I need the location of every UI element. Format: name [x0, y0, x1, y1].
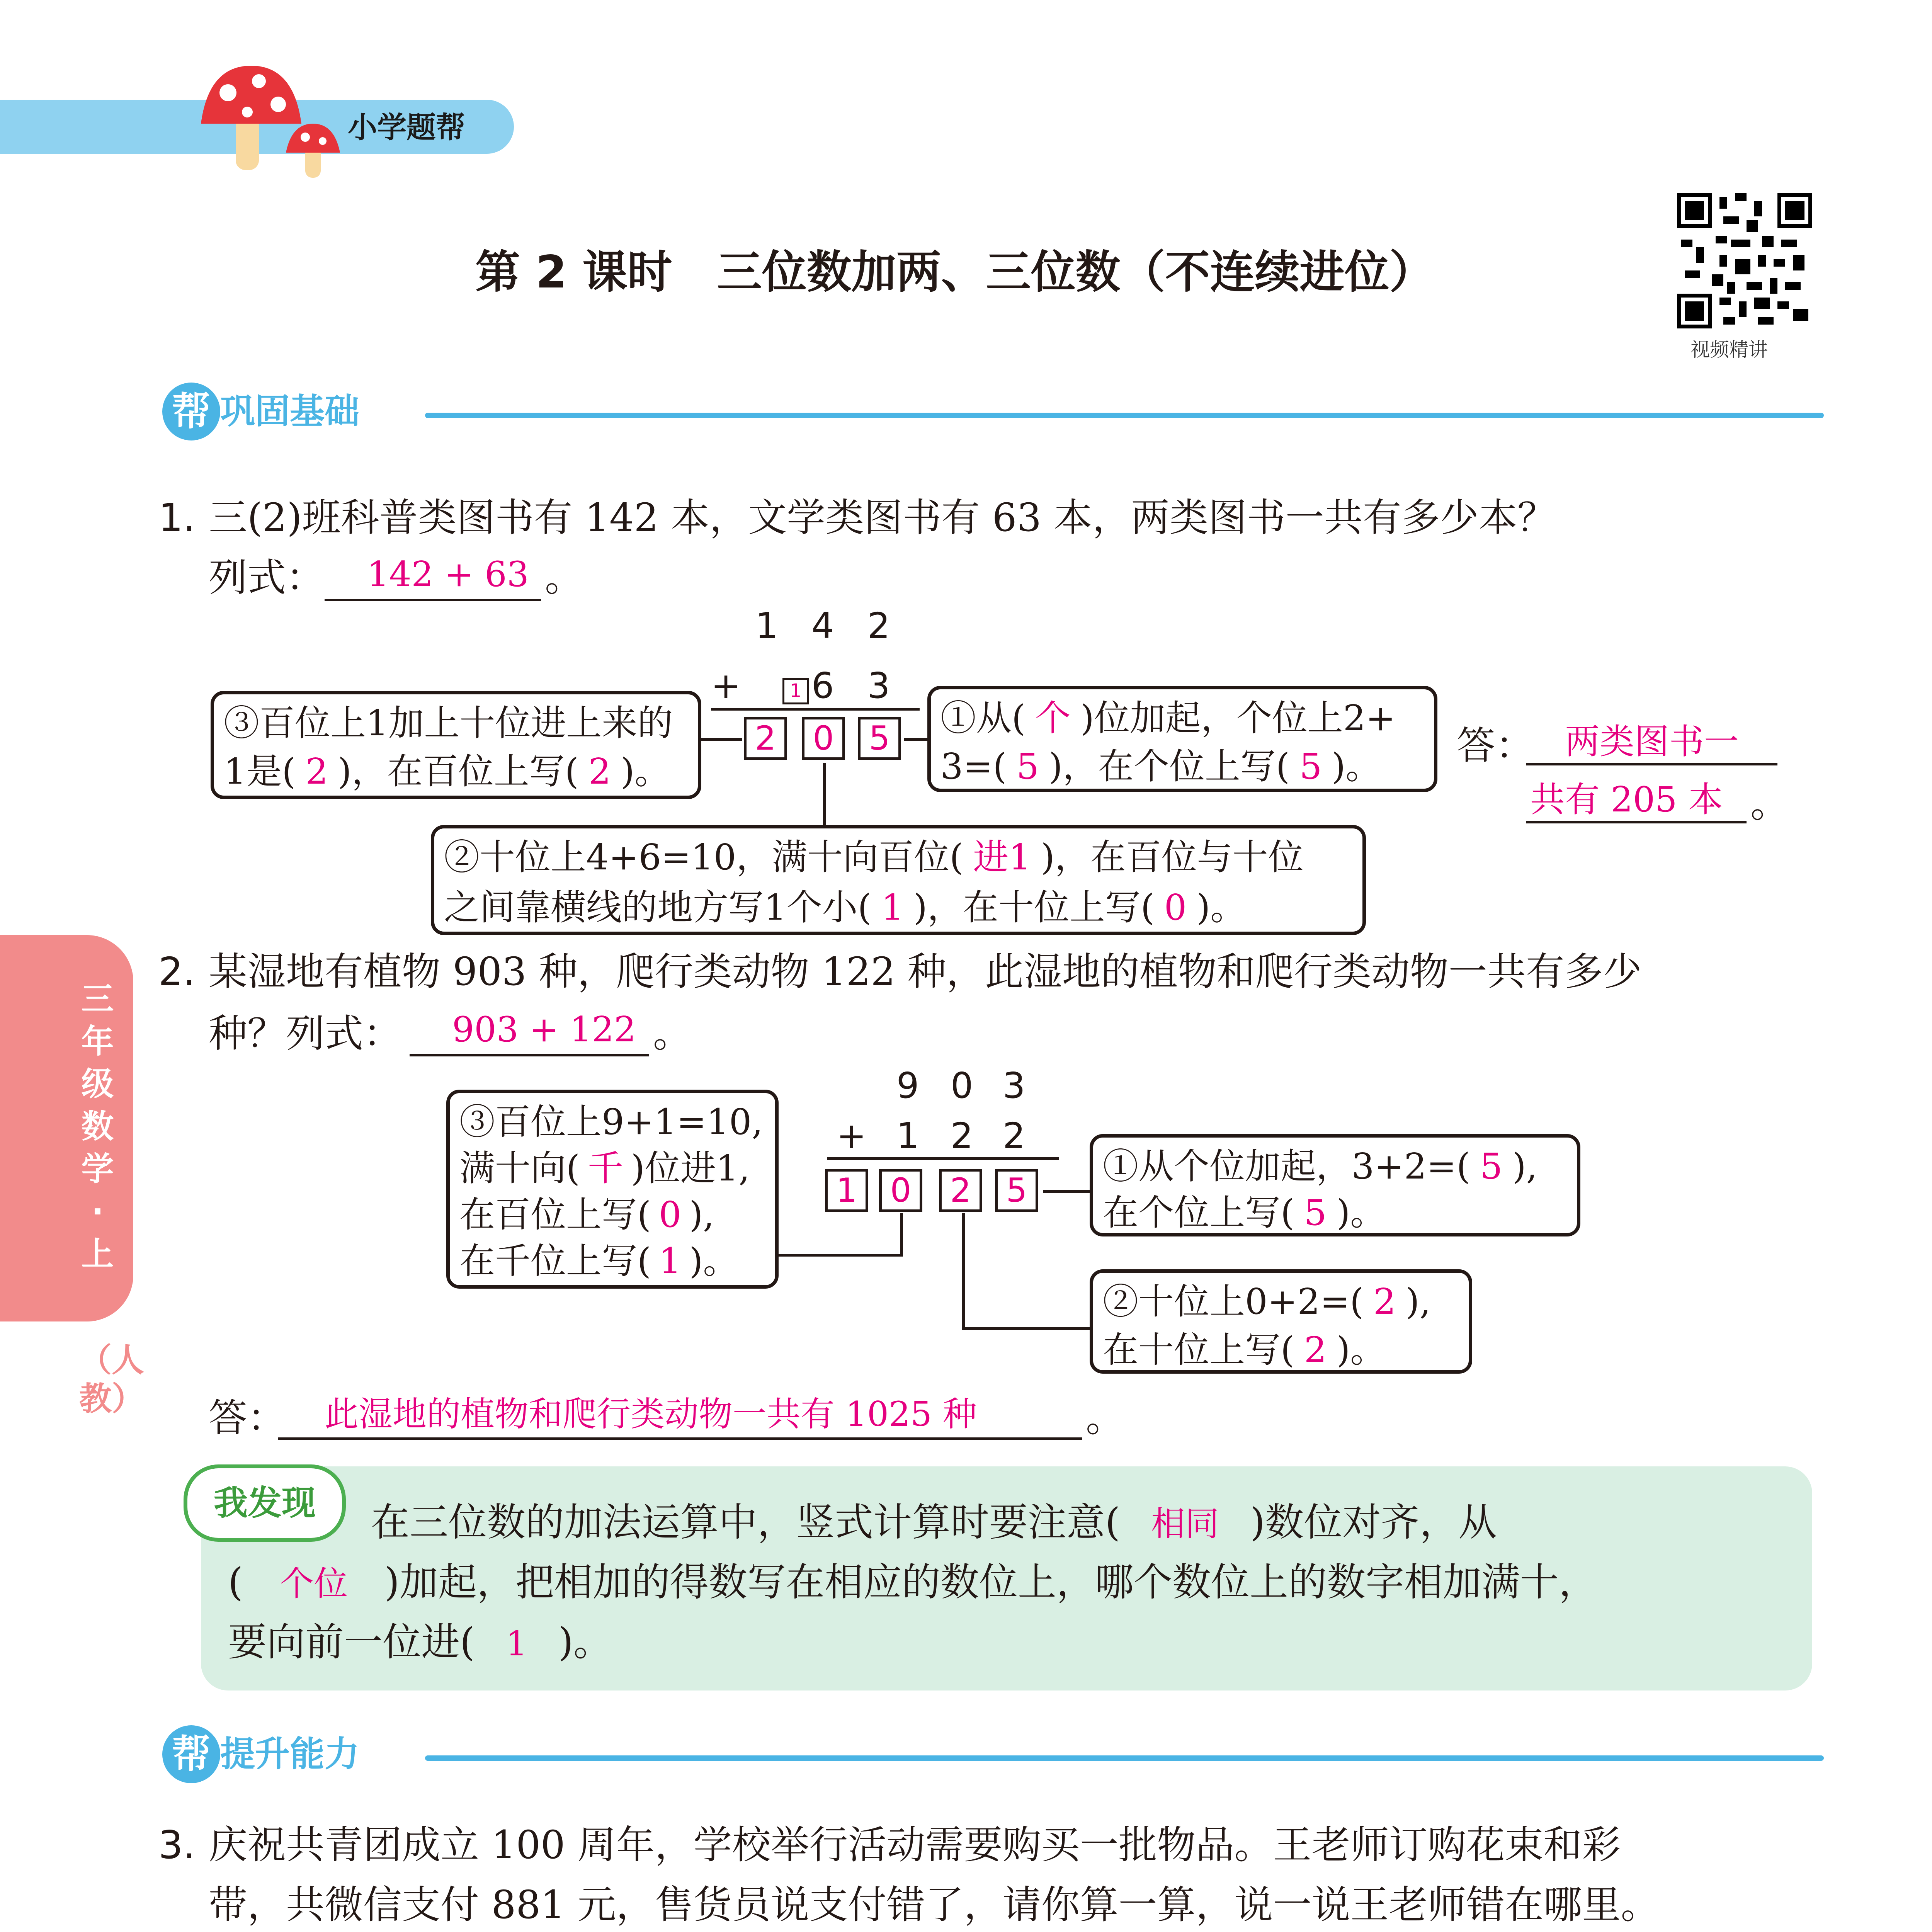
q1-arrow-to-step3: [701, 738, 742, 741]
q2-step1-line1: ①从个位加起，3+2=( 5 ),: [1103, 1146, 1537, 1187]
q2-step2-box: [1090, 1269, 1472, 1374]
q1-number: 1.: [158, 495, 196, 540]
q1-step3-line2: 1是( 2 )，在百位上写( 2 )。: [224, 751, 670, 792]
q2-arrow-from-thousands-h: [779, 1254, 903, 1257]
q2-step2-line2: 在十位上写( 2 )。: [1103, 1329, 1386, 1371]
q3-number: 3.: [158, 1822, 196, 1867]
q1-result-digit-3: 5: [858, 717, 901, 760]
qr-caption: 视频精讲: [1690, 338, 1768, 361]
q2-bottom-digit-3: 2: [1003, 1115, 1026, 1156]
mushroom-logo-icon: [193, 58, 355, 182]
q2-answer-text: 此湿地的植物和爬行类动物一共有 1025 种: [325, 1394, 977, 1434]
q1-result-digit-1: 2: [744, 717, 787, 760]
q1-top-digit-1: 1: [755, 605, 778, 646]
q2-formula-answer: 903 + 122: [452, 1009, 636, 1050]
q2-step1-line2: 在个位上写( 5 )。: [1103, 1192, 1386, 1233]
q1-formula-end: 。: [545, 555, 583, 600]
q2-step1-box: [1090, 1134, 1580, 1236]
q2-top-digit-2: 0: [951, 1065, 973, 1106]
bang-badge: 帮: [162, 383, 220, 440]
q1-formula-answer: 142 + 63: [367, 554, 529, 595]
q1-answer-text2: 共有 205 本: [1530, 779, 1723, 820]
q2-step3-line4: 在千位上写( 1 )。: [459, 1240, 739, 1282]
section-title-advanced: 提升能力: [220, 1734, 359, 1774]
q2-result-digit-2: 0: [879, 1169, 922, 1212]
q2-step3-line2: 满十向( 千 )位进1,: [459, 1148, 750, 1189]
q2-arrow-to-step1: [1043, 1190, 1090, 1193]
q2-bottom-digit-2: 2: [951, 1115, 973, 1156]
q2-step3-line1: ③百位上9+1=10,: [459, 1101, 763, 1143]
q1-step2-box: [431, 825, 1366, 935]
section-header-basic: [162, 379, 1824, 456]
brand-label: 小学题帮: [348, 110, 465, 145]
section-divider: [425, 413, 1824, 418]
q1-carry-box: 1: [782, 678, 809, 704]
q1-answer-label: 答：: [1457, 723, 1534, 768]
bang-badge: 帮: [162, 1725, 220, 1783]
q2-arrow-from-thousands-v: [900, 1213, 903, 1256]
section-header-advanced: [162, 1721, 1824, 1799]
q2-formula-end: 。: [653, 1011, 692, 1056]
q2-result-digit-1: 1: [825, 1169, 868, 1212]
q2-top-digit-1: 9: [896, 1065, 919, 1106]
q2-answer-label: 答：: [209, 1395, 286, 1440]
q1-answer-end: 。: [1750, 781, 1789, 826]
q1-result-digit-2: 0: [802, 717, 845, 760]
q2-step3-line3: 在百位上写( 0 ),: [459, 1194, 714, 1235]
q2-text-1: 某湿地有植物 903 种，爬行类动物 122 种，此湿地的植物和爬行类动物一共有多少: [209, 949, 1642, 994]
q1-step1-line2: 3=( 5 )，在个位上写( 5 )。: [940, 746, 1381, 787]
discovery-line1: 在三位数的加法运算中，竖式计算时要注意( 相同 )数位对齐，从: [371, 1500, 1497, 1545]
q2-arrow-down: [962, 1213, 965, 1329]
page-title: 第 2 课时 三位数加两、三位数（不连续进位）: [475, 246, 1434, 298]
q1-top-digit-3: 2: [867, 605, 890, 646]
q1-step3-box: [211, 691, 701, 799]
q1-plus: +: [711, 665, 741, 706]
q2-bottom-digit-1: 1: [896, 1115, 919, 1156]
q1-answer-text1: 两类图书一: [1565, 721, 1739, 762]
q2-arrow-to-step2: [962, 1327, 1090, 1330]
q1-top-digit-2: 4: [811, 605, 834, 646]
q2-text-2: 种？列式：: [209, 1011, 402, 1056]
q3-text-1: 庆祝共青团成立 100 周年，学校举行活动需要购买一批物品。王老师订购花束和彩: [209, 1822, 1621, 1867]
q1-bottom-digit-2: 3: [867, 665, 890, 706]
q2-top-digit-3: 3: [1003, 1065, 1026, 1106]
q3-text-2: 带，共微信支付 881 元，售货员说支付错了，请你算一算，说一说王老师错在哪里。: [209, 1882, 1660, 1927]
q1-step2-line2: 之间靠横线的地方写1个小( 1 )，在十位上写( 0 )。: [444, 887, 1246, 928]
q1-text: 三(2)班科普类图书有 142 本，文学类图书有 63 本，两类图书一共有多少本？: [209, 495, 1556, 540]
q1-arrow-down: [823, 763, 826, 825]
q2-step3-box: [446, 1090, 779, 1289]
q2-answer-end: 。: [1086, 1395, 1124, 1440]
q1-step1-box: [927, 686, 1437, 792]
q1-sum-line: [711, 708, 920, 711]
q2-step2-line1: ②十位上0+2=( 2 ),: [1103, 1281, 1431, 1322]
q1-step2-line1: ②十位上4+6=10，满十向百位( 进1 )，在百位与十位: [444, 837, 1304, 878]
q1-step3-line1: ③百位上1加上十位进上来的: [224, 702, 673, 744]
section-title-basic: 巩固基础: [220, 391, 359, 432]
discovery-badge: 我发现: [184, 1464, 346, 1542]
qr-code-icon[interactable]: [1677, 193, 1812, 328]
q1-arrow-to-step1: [904, 738, 927, 741]
section-divider: [425, 1755, 1824, 1761]
discovery-line3: 要向前一位进( 1 )。: [228, 1619, 612, 1665]
q1-step1-line1: ①从( 个 )位加起，个位上2+: [940, 697, 1396, 739]
q2-number: 2.: [158, 949, 196, 994]
q1-bottom-digit-1: 6: [811, 665, 834, 706]
q2-sum-line: [827, 1157, 1059, 1160]
discovery-line2: ( 个位 )加起，把相加的得数写在相应的数位上，哪个数位上的数字相加满十，: [228, 1560, 1598, 1605]
side-tab-edition: （人教）: [79, 1341, 145, 1418]
q1-formula-label: 列式：: [209, 555, 325, 600]
q2-result-digit-4: 5: [995, 1169, 1038, 1212]
side-tab-label: 三年级数学·上: [81, 980, 114, 1273]
q2-plus: +: [837, 1115, 867, 1156]
q2-result-digit-3: 2: [939, 1169, 982, 1212]
